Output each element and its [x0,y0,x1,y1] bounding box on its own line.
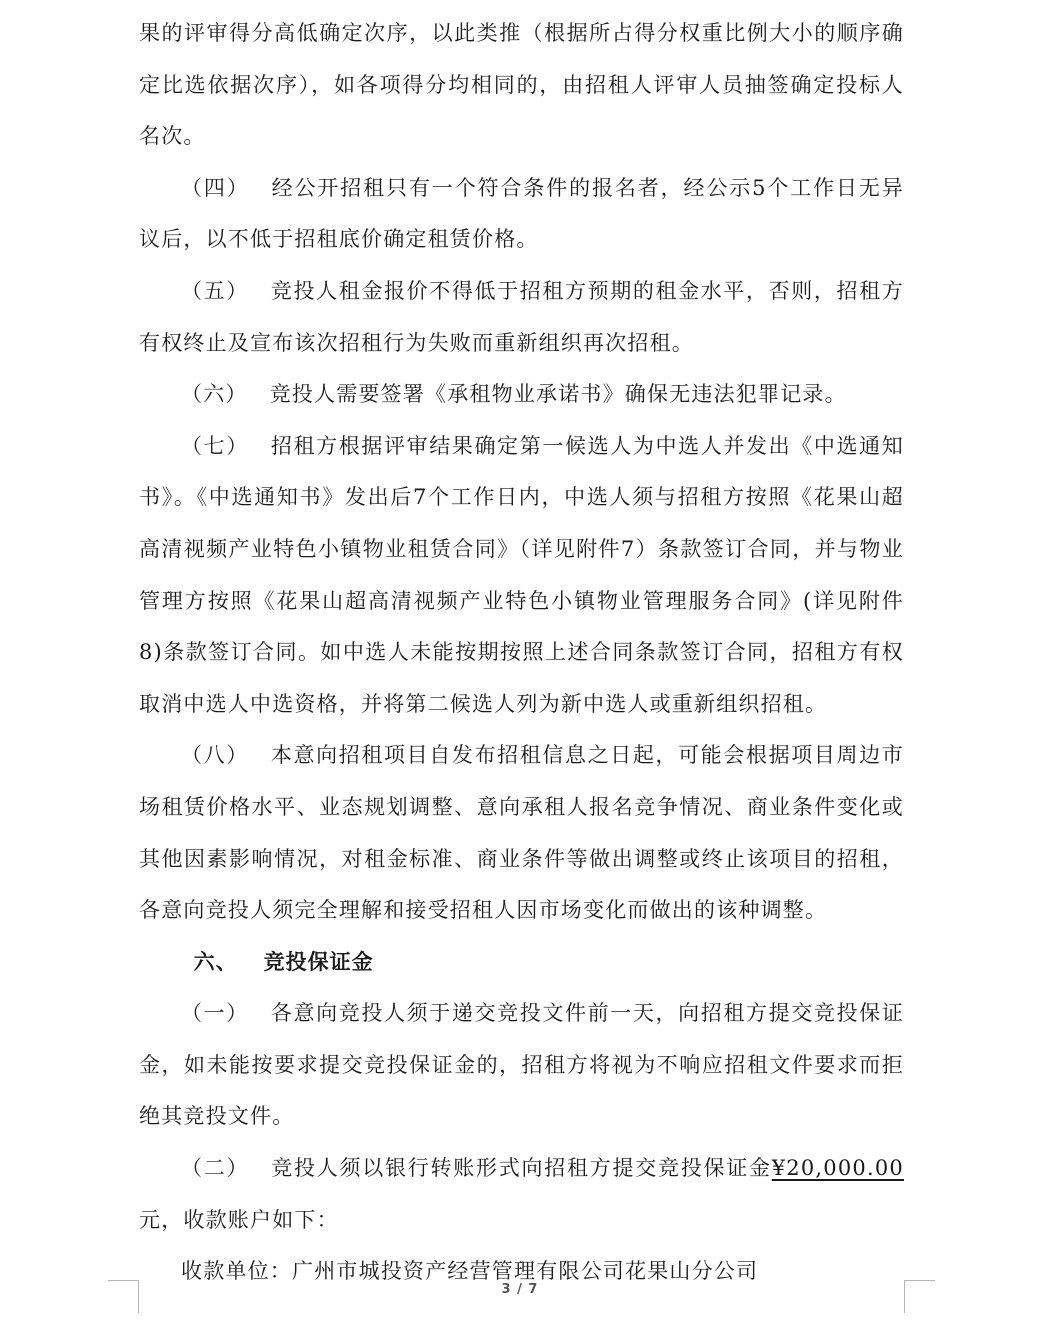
item-number: （八） [181,743,249,768]
paragraph-deposit-1 [139,988,904,1143]
paragraph-continued [139,8,904,163]
section-title: 竞投保证金 [263,949,374,974]
document-body [139,8,904,1298]
paragraph-item-8 [139,730,904,936]
paragraph-text: 各意向竞投人须于递交竞投文件前一天，向招租方提交竞投保证金，如未能按要求提交竞投保证金的，招租方将视为不响应招租文件要求而拒绝其竞投文件。 [139,1001,904,1129]
paragraph-text: 竞投人需要签署《承租物业承诺书》确保无违法犯罪记录。 [269,382,847,407]
item-number: （七） [181,433,249,458]
paragraph-text-after: 元，收款账户如下： [139,1207,339,1232]
paragraph-item-4 [139,163,904,266]
section-number: 六、 [193,949,238,974]
paragraph-text: 招租方根据评审结果确定第一候选人为中选人并发出《中选通知书》。《中选通知书》发出后7个工作日内，中选人须与招租方按照《花果山超高清视频产业特色小镇物业租赁合同》（详见附件7）条款签订合同，并与物业管理方按照《花果山超高清视频产业特色小镇物业管理服务合同》(详见附件8)条款签订合同。如中选人未能按期按照上述合同条款签订合同，招租方有权取消中选人中选资格，并将第二候选人列为新中选人或重新组织招租。 [139,433,904,716]
paragraph-text: 竞投人租金报价不得低于招租方预期的租金水平，否则，招租方有权终止及宣布该次招租行为失败而重新组织再次招租。 [139,278,904,355]
paragraph-text: 本意向招租项目自发布招租信息之日起，可能会根据项目周边市场租赁价格水平、业态规划调整、意向承租人报名竞争情况、商业条件变化或其他因素影响情况，对租金标准、商业条件等做出调整或终止该项目的招租，各意向竞投人须完全理解和接受招租人因市场变化而做出的该种调整。 [139,743,904,923]
paragraph-item-6 [139,369,904,421]
item-number: （四） [181,175,250,200]
paragraph-deposit-2 [139,1143,904,1246]
item-number: （一） [181,1001,249,1026]
page-number: 3 / 7 [501,1282,539,1297]
item-number: （五） [181,278,249,303]
item-number: （六） [181,382,248,407]
section-heading [139,937,904,989]
deposit-amount: ¥20,000.00 [771,1156,904,1181]
paragraph-text: 竞投人须以银行转账形式向招租方提交竞投保证金 [271,1156,772,1181]
crop-mark-right [904,1280,935,1313]
paragraph-text: 果的评审得分高低确定次序，以此类推（根据所占得分权重比例大小的顺序确定比选依据次序），如各项得分均相同的，由招租人评审人员抽签确定投标人名次。 [139,21,904,149]
payee-value: 广州市城投资产经营管理有限公司花果山分公司 [292,1259,759,1284]
paragraph-text: 经公开招租只有一个符合条件的报名者，经公示5个工作日无异议后，以不低于招租底价确定租赁价格。 [139,175,904,252]
paragraph-item-5 [139,266,904,369]
page-footer [0,1278,1040,1318]
payee-label: 收款单位： [181,1259,292,1284]
paragraph-item-7 [139,421,904,731]
item-number: （二） [181,1156,250,1181]
